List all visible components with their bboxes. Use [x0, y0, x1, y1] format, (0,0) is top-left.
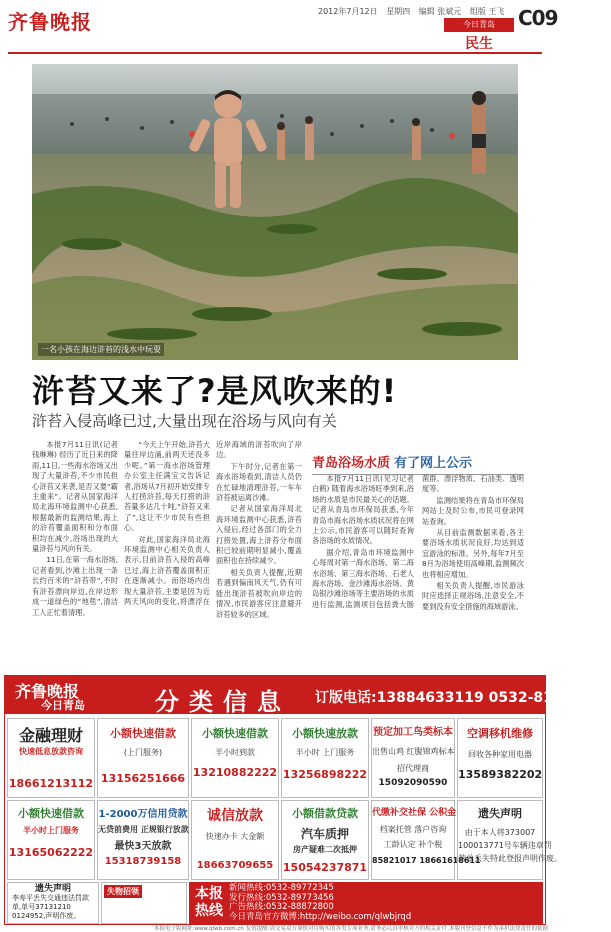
ad-line: (上门服务)	[123, 748, 163, 757]
side-paragraph: 从目前监测数据来看,各主要浴场水质状况良好,均达到适宜游泳的标准。另外,每年7月至8月为浴场使用高峰期,监测频次也将相应增加。	[422, 528, 524, 579]
classified-title: 分类信息	[155, 688, 291, 716]
ad-line: 快速低息放款咨询	[19, 747, 83, 756]
ad-line: 出售山鸡 红腹锦鸡标本	[372, 747, 455, 756]
section-tag: 今日青岛	[444, 18, 514, 32]
section-name: 民生	[465, 36, 493, 52]
classified-logo: 齐鲁晚报	[15, 682, 80, 701]
ad-line: 招代理商	[397, 764, 429, 773]
side-paragraph: 本报7月11日讯(见习记者 白鹤) 随着海水浴场旺季到来,浴场的水质是市民最关心的话题。记者从青岛市环保局获悉,今年青岛市海水浴场水质状况将在网上公示,市民游客可以随时查询各浴场的水质情况。	[312, 474, 414, 546]
ad-line: 由于本人将373007	[464, 828, 536, 837]
classified-phone: 订版电话:13884633119 0532-81186679	[315, 690, 611, 706]
article-body	[32, 440, 302, 665]
designer-credit: 组版 王飞	[469, 7, 505, 16]
classified-section	[4, 675, 611, 925]
article-paragraph: 11日,在第一海水浴场,记者看到,沙滩上出现一条长约百米的“浒苔带”,不时有浒苔漂向岸边,在岸边形成一道绿色的“地毯”,清洁工人正忙着清理。	[32, 555, 118, 617]
ad-title: 金融理财	[18, 726, 83, 745]
masthead-rule	[8, 52, 542, 54]
issue-date: 2012年7月12日	[318, 7, 378, 16]
ad-title: 小额快速借款	[110, 727, 176, 740]
hotline-label: 本报热线	[195, 886, 223, 919]
ad-phone: 15054237871	[282, 861, 368, 874]
editor-credit: 编辑 张斌元	[418, 7, 462, 16]
hotline-news: 新闻热线:0532-89772345	[229, 883, 334, 893]
ad-title: 小额快速放款	[292, 727, 358, 740]
side-paragraph: 监测结果将在青岛市环保局网站上及时公布,市民可登录网站查询。	[422, 495, 524, 526]
newspaper-logo: 齐鲁晚报	[8, 10, 92, 34]
side-article-title	[312, 452, 524, 475]
ad-aircon	[457, 718, 543, 798]
ad-title: 小额快速借款	[18, 807, 84, 820]
side-paragraph: 相关负责人提醒,市民游泳时应选择正规浴场,注意安全,不要到没有安全措施的海域游泳。	[422, 581, 524, 611]
article-headline: 浒苔又来了?是风吹来的!	[32, 372, 398, 410]
ad-title: 1-2000万信用贷款	[98, 809, 188, 820]
ad-line: 工龄认定 补个税	[383, 840, 443, 849]
classified-banner	[5, 676, 611, 716]
ad-loan-2	[191, 718, 279, 798]
ad-line: 款单丢失特此登报声明作废。	[458, 854, 562, 863]
ad-phone: 13165062222	[8, 846, 94, 859]
issue-meta	[318, 6, 510, 17]
ad-lost-notice	[457, 800, 562, 880]
ad-phone: 13256898222	[282, 768, 368, 781]
ad-title: 小额快速借款	[202, 727, 268, 740]
ad-social-security	[371, 800, 481, 880]
hotline-ads: 广告热线:0532-88872800	[229, 902, 334, 913]
ad-title: 空调移机维修	[467, 727, 533, 740]
ad-line: 汽车质押	[300, 827, 349, 841]
side-paragraph: 据介绍,青岛市环境监测中心每周对第一海水浴场、第二海水浴场、第三海水浴场、石老人海水浴场、金沙滩海水浴场、黄岛银沙滩浴场等主要浴场的水质进行监测,监测项目包括粪大肠菌群、漂浮物质、石油类、透明度等。	[312, 474, 524, 609]
ad-phone: 15318739158	[104, 856, 182, 867]
ad-line: 最快3天放款	[114, 841, 172, 852]
ad-phone: 13589382202	[458, 768, 543, 781]
ad-line: 档案托管 落户咨询	[379, 825, 447, 834]
article-paragraph: 对此,国家海洋局北海环境监测中心相关负责人表示,目前浒苔入侵的高峰已过,海上浒苔覆盖面积正在逐渐减小。而浴场内出现大量浒苔,主要是因为近两天风向的变化,将漂浮在近岸海域的浒苔吹向了岸边。	[124, 440, 302, 607]
ad-loan-1	[97, 718, 189, 798]
ad-phone: 13210882222	[192, 766, 278, 779]
side-title-red: 青岛浴场水质	[312, 456, 391, 471]
ad-line: 无贷前费用 正规银行放款	[98, 825, 189, 834]
hotline-weibo[interactable]: 今日青岛官方微博:http://weibo.com/qlwbjrqd	[229, 911, 412, 922]
lost-statement-title: 遗失声明	[34, 884, 71, 894]
article-paragraph: 记者从国家海洋局北海环境监测中心获悉,浒苔入侵后,经过各部门的全力打捞处置,海上浒苔分布面积已较前期明显减小,覆盖面积也在持续减少。	[216, 504, 302, 566]
side-article-body	[312, 474, 524, 666]
lost-statement-text: 李寿平丢失交通违法罚款单,单号37131210 0124952,声明作废。	[12, 894, 89, 920]
ad-car-pledge	[281, 800, 369, 880]
ad-specimen	[371, 718, 455, 798]
ad-title: 代缴补交社保 公积金	[372, 808, 457, 818]
ad-line: 房产疑难二次抵押	[293, 845, 357, 854]
epaper-url[interactable]: 本报电子版网址:www.qlwb.com.cn	[154, 926, 244, 932]
ad-finance	[7, 718, 95, 798]
ad-phone: 18661213112	[8, 777, 94, 790]
photo-caption: 一名小孩在海边浒苔的浅水中玩耍	[38, 343, 164, 356]
hotline-bar	[189, 882, 543, 924]
hotline-distribution: 发行热线:0532-89773456	[229, 892, 334, 903]
beach-photo-image	[32, 64, 518, 360]
footer-note	[8, 924, 548, 932]
ad-title: 诚信放款	[207, 808, 263, 824]
ad-line: 半小时上门服务	[23, 826, 79, 835]
beach-photo	[32, 64, 518, 360]
masthead	[0, 0, 558, 62]
ad-phone: 18663709655	[196, 860, 274, 871]
ad-credit	[97, 800, 189, 880]
ad-line: 半小时到款	[215, 748, 255, 757]
lost-and-found-label: 失物招领	[104, 885, 142, 898]
article-paragraph: 下午时分,记者在第一海水浴场看到,清洁人员仍在忙碌地清理浒苔,一车车浒苔被运离沙滩。	[216, 461, 302, 503]
ad-loan-3	[281, 718, 369, 798]
disclaimer: 友情提醒:请交易双方谨慎对待购买的各类专项业务,请务必认真审核对方的相关证件,本版刊登信息不作为承担法律责任的依据	[245, 926, 548, 932]
ad-title: 预定加工鸟类标本	[373, 727, 453, 738]
ad-phone: 15092090590	[378, 778, 448, 788]
ad-title: 遗失声明	[478, 807, 522, 820]
ad-line: 100013771号车辆违章罚	[458, 841, 552, 850]
ad-honest-loan	[191, 800, 279, 880]
side-title-blue: 有了网上公示	[394, 456, 473, 471]
article-subhead: 浒苔入侵高峰已过,大量出现在浴场与风向有关	[32, 412, 337, 430]
lost-statement	[7, 882, 99, 924]
classified-sub: 今日青岛	[41, 699, 85, 712]
page-number: C09	[518, 6, 558, 30]
ad-phone: 13156251666	[100, 772, 186, 785]
ad-line: 半小时 上门服务	[295, 748, 355, 757]
hotline-list	[229, 884, 411, 922]
ad-line: 回收各种家用电器	[468, 750, 532, 759]
article-paragraph: 相关负责人提醒,近期若遇到偏南风天气,仍有可能出现浒苔被吹向岸边的情况,市民游客应注意避开浒苔较多的区域。	[216, 567, 302, 619]
ad-phone: 85821017 18661618611	[372, 856, 481, 865]
article-paragraph: “今天上午开始,浒苔大量往岸边涌,前两天还没多少呢。”第一海水浴场管理办公室主任满宝文告诉记者,浴场从7月初开始安排专人打捞浒苔,每天打捞的浒苔量多达几十吨,“浒苔又来了”,这让不少市民有些担心。	[124, 440, 210, 533]
ads-grid	[7, 718, 562, 880]
ad-line: 快速办卡 大金额	[205, 832, 265, 841]
lost-and-found	[101, 882, 187, 924]
issue-weekday: 星期四	[386, 7, 411, 16]
ad-loan-4	[7, 800, 95, 880]
ad-title: 小额借款贷款	[292, 807, 358, 820]
article-paragraph: 本报7月11日讯(记者 钱琳琳) 经历了近日来的降雨,11日,一些海水浴场又出现了大量浒苔,不少市民担心浒苔又来袭,是否又要“霸主重来”。记者从国家海洋局北海环境监测中心获悉,根据最新的监测结果,海上的浒苔覆盖面积和分布面积均在减少,浴场出现的大量浒苔与风向有关。	[32, 440, 118, 554]
